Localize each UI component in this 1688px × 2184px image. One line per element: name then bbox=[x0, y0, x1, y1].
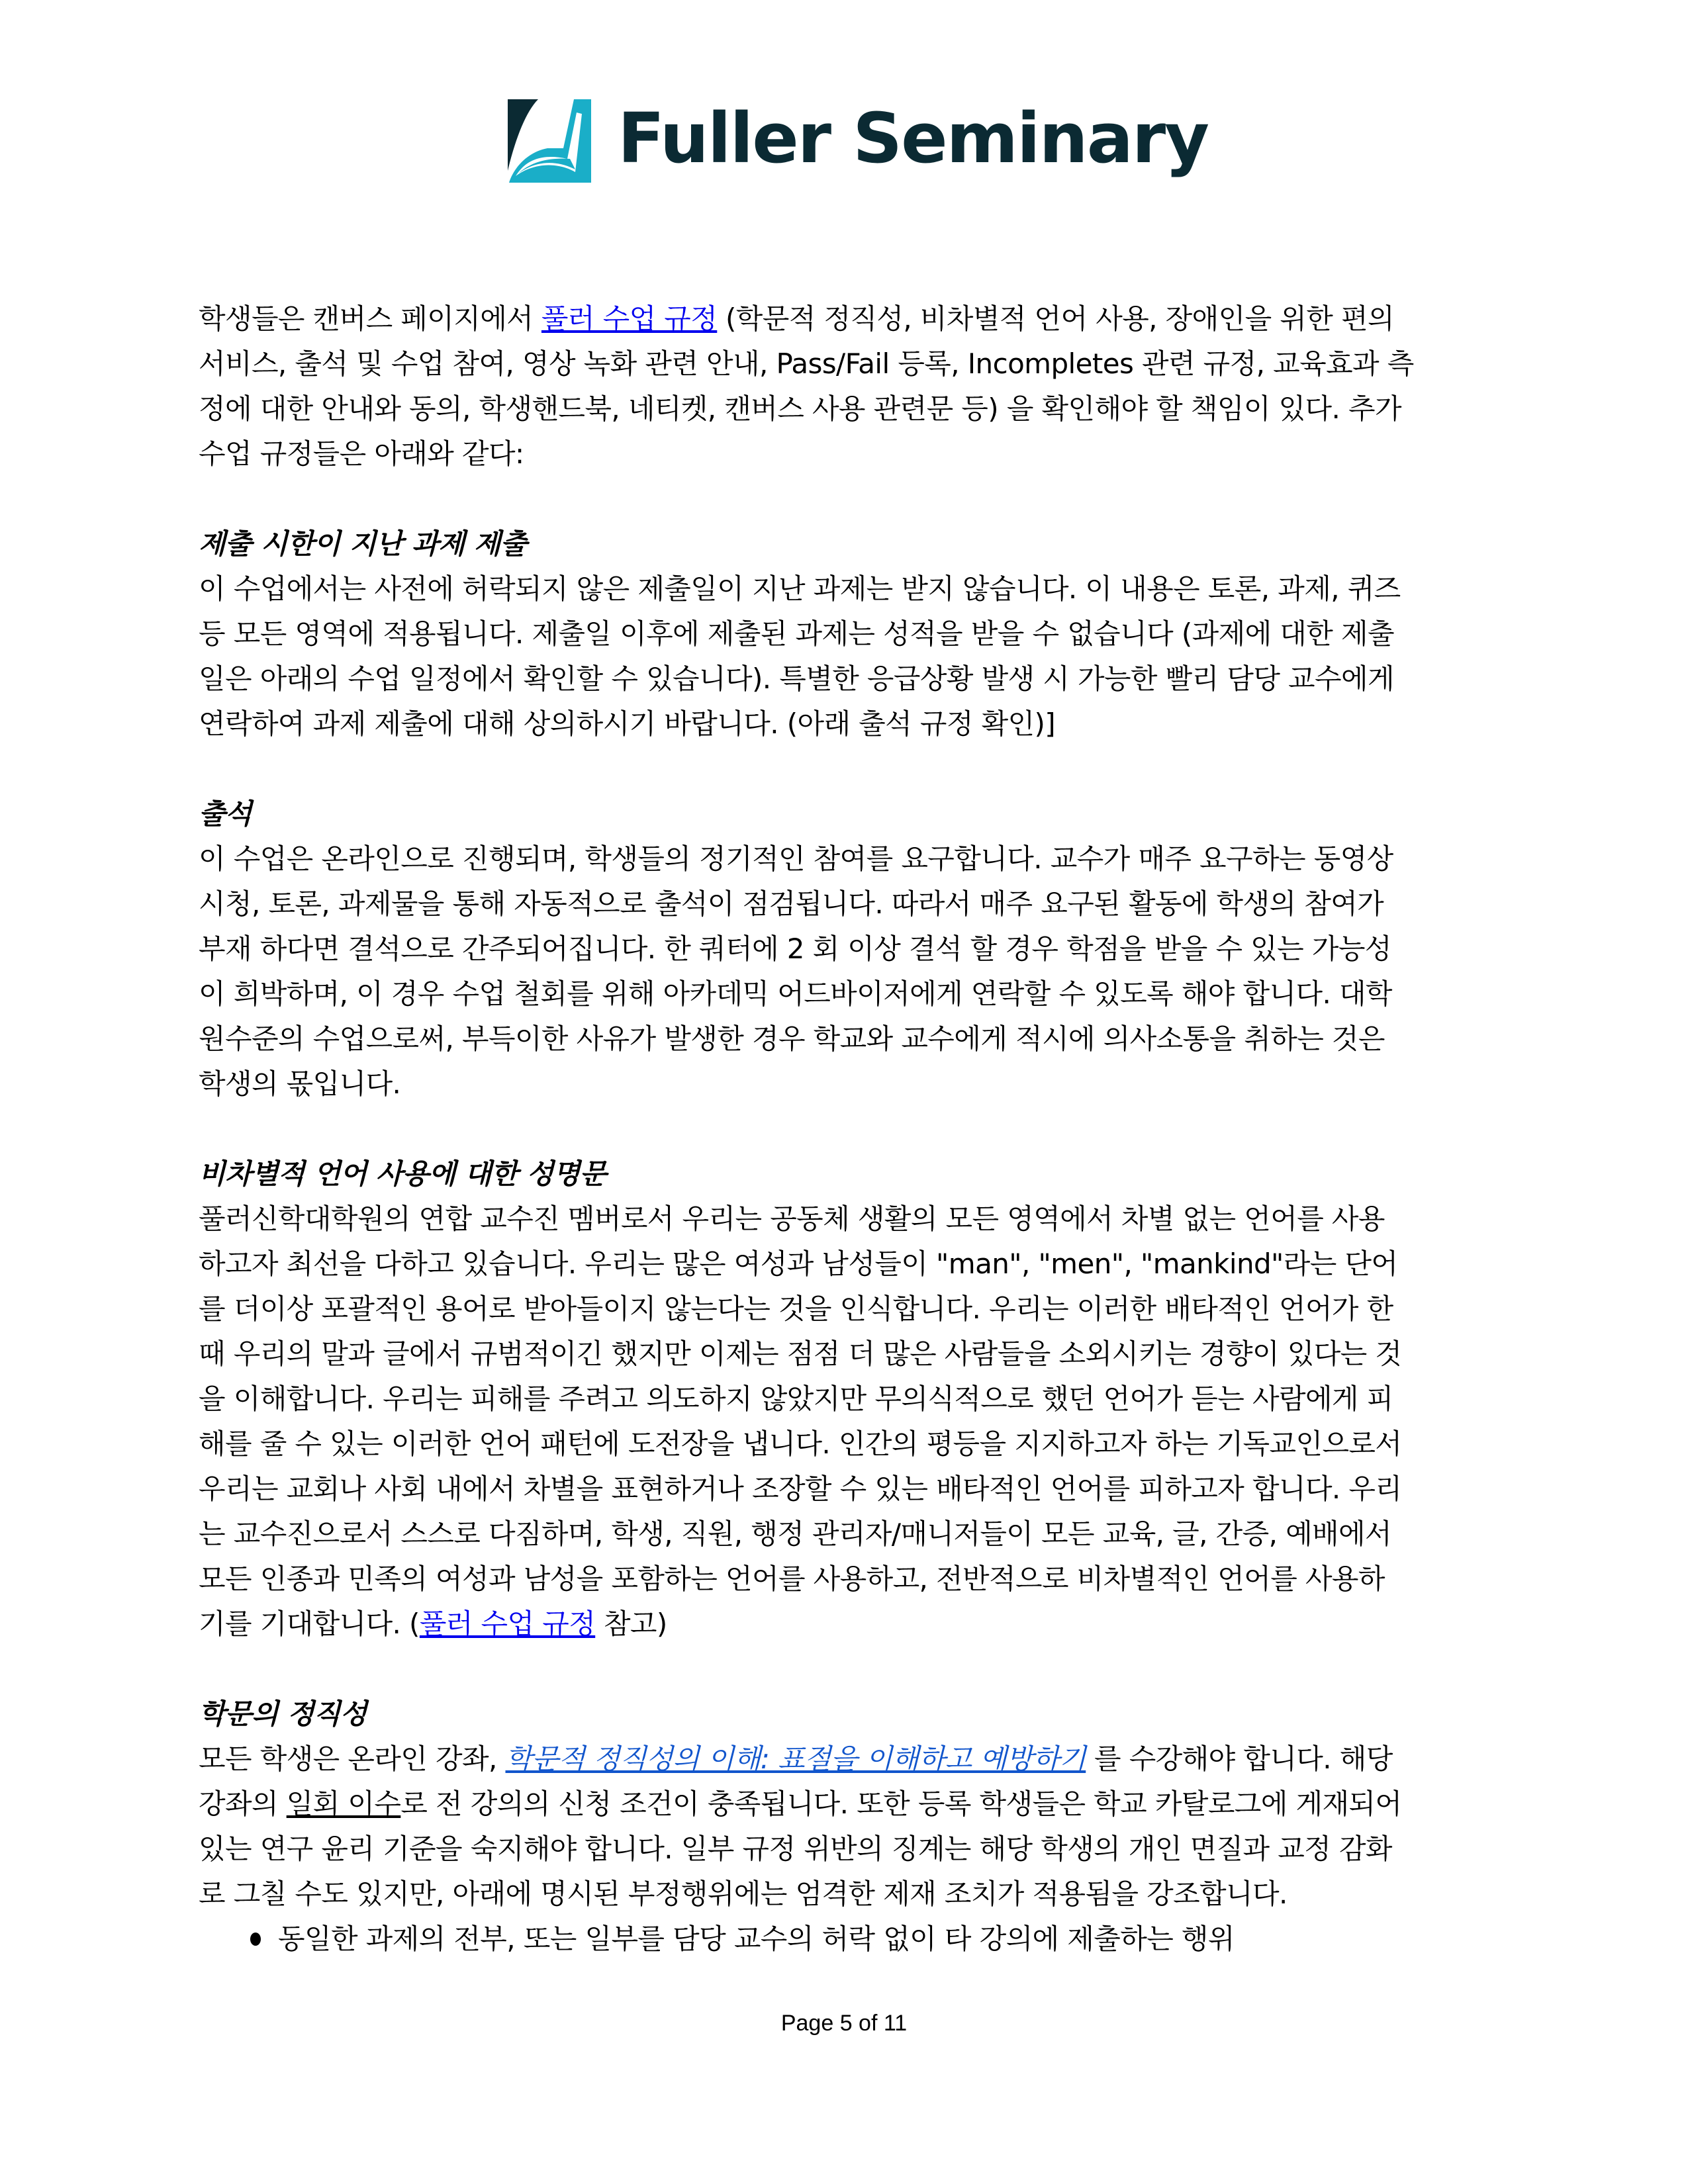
late-line: 이 수업에서는 사전에 허락되지 않은 제출일이 지난 과제는 받지 않습니다. 이 내용은 토론, 과제, 퀴즈 bbox=[199, 572, 1401, 605]
document-body bbox=[199, 296, 1486, 1962]
inclusive-line: 을 이해합니다. 우리는 피해를 주려고 의도하지 않았지만 무의식적으로 했던 언어가 듣는 사람에게 피 bbox=[199, 1383, 1393, 1415]
inclusive-line: 를 더이상 포괄적인 용어로 받아들이지 않는다는 것을 인식합니다. 우리는 이러한 배타적인 언어가 한 bbox=[199, 1293, 1393, 1325]
late-line: 연락하여 과제 제출에 대해 상의하시기 바랍니다. (아래 출석 규정 확인)] bbox=[199, 707, 1056, 740]
late-submission-paragraph bbox=[199, 567, 1486, 747]
late-line: 일은 아래의 수업 일정에서 확인할 수 있습니다). 특별한 응급상황 발생 시 가능한 빨리 담당 교수에게 bbox=[199, 662, 1394, 695]
academic-integrity-paragraph bbox=[199, 1737, 1486, 1917]
attendance-line: 이 수업은 온라인으로 진행되며, 학생들의 정기적인 참여를 요구합니다. 교수가 매주 요구하는 동영상 bbox=[199, 842, 1393, 875]
intro-line-4: 수업 규정들은 아래와 같다: bbox=[199, 437, 524, 470]
fuller-policies-link[interactable]: 풀러 수업 규정 bbox=[541, 302, 718, 335]
fuller-policies-link-2[interactable]: 풀러 수업 규정 bbox=[419, 1608, 596, 1640]
integrity-line-4: 로 그칠 수도 있지만, 아래에 명시된 부정행위에는 엄격한 제재 조치가 적용됨을 강조합니다. bbox=[199, 1878, 1288, 1910]
logo-wordmark: Fuller Seminary bbox=[618, 98, 1208, 179]
inclusive-line: 하고자 최선을 다하고 있습니다. 우리는 많은 여성과 남성들이 "man", "men", "mankind"라는 단어 bbox=[199, 1248, 1398, 1280]
attendance-line: 학생의 몫입니다. bbox=[199, 1068, 401, 1100]
academic-integrity-heading: 학문의 정직성 bbox=[199, 1698, 367, 1730]
spacer bbox=[199, 1107, 1486, 1152]
inclusive-line-last: 기를 기대합니다. (풀러 수업 규정 참고) bbox=[199, 1608, 667, 1640]
late-submission-heading: 제출 시한이 지난 과제 제출 bbox=[199, 527, 527, 560]
late-line: 등 모든 영역에 적용됩니다. 제출일 이후에 제출된 과제는 성적을 받을 수 없습니다 (과제에 대한 제출 bbox=[199, 617, 1394, 650]
list-item: 동일한 과제의 전부, 또는 일부를 담당 교수의 허락 없이 타 강의에 제출하는 행위 bbox=[199, 1917, 1486, 1962]
attendance-line: 원수준의 수업으로써, 부득이한 사유가 발생한 경우 학교와 교수에게 적시에 의사소통을 취하는 것은 bbox=[199, 1023, 1385, 1055]
inclusive-line: 해를 줄 수 있는 이러한 언어 패턴에 도전장을 냅니다. 인간의 평등을 지지하고자 하는 기독교인으로서 bbox=[199, 1428, 1402, 1460]
spacer bbox=[199, 477, 1486, 522]
book-logo-icon bbox=[506, 98, 592, 184]
integrity-line-1: 모든 학생은 온라인 강좌, 학문적 정직성의 이해: 표절을 이해하고 예방하기 를 수강해야 합니다. 해당 bbox=[199, 1743, 1393, 1775]
spacer bbox=[199, 747, 1486, 792]
attendance-paragraph bbox=[199, 837, 1486, 1107]
inclusive-line: 풀러신학대학원의 연합 교수진 멤버로서 우리는 공동체 생활의 모든 영역에서 차별 없는 언어를 사용 bbox=[199, 1203, 1385, 1235]
inclusive-line: 는 교수진으로서 스스로 다짐하며, 학생, 직원, 행정 관리자/매니저들이 모든 교육, 글, 간증, 예배에서 bbox=[199, 1518, 1391, 1550]
integrity-line-2: 강좌의 일회 이수로 전 강의의 신청 조건이 충족됩니다. 또한 등록 학생들은 학교 카탈로그에 게재되어 bbox=[199, 1788, 1402, 1820]
attendance-heading: 출석 bbox=[199, 797, 252, 830]
intro-line-3: 정에 대한 안내와 동의, 학생핸드북, 네티켓, 캔버스 사용 관련문 등) 을 확인해야 할 책임이 있다. 추가 bbox=[199, 392, 1401, 425]
inclusive-language-paragraph bbox=[199, 1197, 1486, 1647]
inclusive-language-heading: 비차별적 언어 사용에 대한 성명문 bbox=[199, 1158, 606, 1190]
one-time-completion-text: 일회 이수 bbox=[286, 1788, 401, 1820]
integrity-line-3: 있는 연구 윤리 기준을 숙지해야 합니다. 일부 규정 위반의 징계는 해당 학생의 개인 면질과 교정 감화 bbox=[199, 1833, 1392, 1865]
inclusive-line: 모든 인종과 민족의 여성과 남성을 포함하는 언어를 사용하고, 전반적으로 비차별적인 언어를 사용하 bbox=[199, 1563, 1385, 1595]
intro-paragraph bbox=[199, 296, 1486, 477]
page-number: Page 5 of 11 bbox=[780, 2011, 908, 2036]
inclusive-line: 우리는 교회나 사회 내에서 차별을 표현하거나 조장할 수 있는 배타적인 언어를 피하고자 합니다. 우리 bbox=[199, 1473, 1402, 1505]
fuller-seminary-logo bbox=[506, 98, 1208, 184]
attendance-line: 시청, 토론, 과제물을 통해 자동적으로 출석이 점검됩니다. 따라서 매주 요구된 활동에 학생의 참여가 bbox=[199, 887, 1384, 920]
inclusive-line: 때 우리의 말과 글에서 규범적이긴 했지만 이제는 점점 더 많은 사람들을 소외시키는 경향이 있다는 것 bbox=[199, 1338, 1402, 1370]
spacer bbox=[199, 1647, 1486, 1692]
bullet-icon bbox=[250, 1933, 261, 1946]
violations-list bbox=[199, 1917, 1486, 1962]
intro-line-1: 학생들은 캔버스 페이지에서 풀러 수업 규정 (학문적 정직성, 비차별적 언어 사용, 장애인을 위한 편의 bbox=[199, 302, 1394, 335]
attendance-line: 이 희박하며, 이 경우 수업 철회를 위해 아카데믹 어드바이저에게 연락할 수 있도록 해야 합니다. 대학 bbox=[199, 978, 1392, 1010]
intro-line-2: 서비스, 출석 및 수업 참여, 영상 녹화 관련 안내, Pass/Fail 등록, Incompletes 관련 규정, 교육효과 측 bbox=[199, 347, 1414, 380]
plagiarism-course-link[interactable]: 학문적 정직성의 이해: 표절을 이해하고 예방하기 bbox=[505, 1743, 1086, 1775]
attendance-line: 부재 하다면 결석으로 간주되어집니다. 한 쿼터에 2 회 이상 결석 할 경우 학점을 받을 수 있는 가능성 bbox=[199, 933, 1391, 965]
